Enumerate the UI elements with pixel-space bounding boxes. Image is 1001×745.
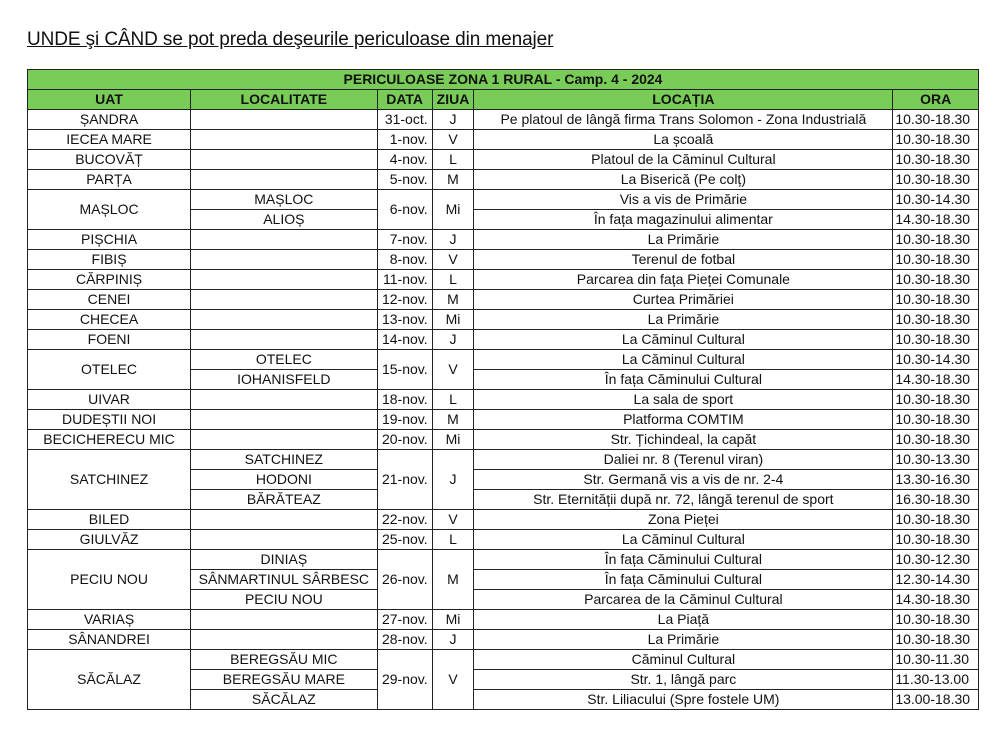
hours-cell: 10.30-18.30 — [893, 330, 979, 350]
location-cell: Str. 1, lângă parc — [474, 670, 893, 690]
table-row — [28, 110, 979, 130]
hours-cell: 10.30-18.30 — [893, 130, 979, 150]
hours-cell: 13.30-16.30 — [893, 470, 979, 490]
localitate-cell — [191, 170, 378, 190]
day-cell: J — [432, 330, 474, 350]
hours-cell: 10.30-12.30 — [893, 550, 979, 570]
localitate-cell — [191, 310, 378, 330]
uat-cell: CENEI — [28, 290, 191, 310]
localitate-cell — [191, 110, 378, 130]
day-cell: Mi — [432, 310, 474, 330]
date-cell: 31-oct. — [377, 110, 432, 130]
day-cell: M — [432, 290, 474, 310]
date-cell: 28-nov. — [377, 630, 432, 650]
uat-cell: PECIU NOU — [28, 550, 191, 610]
day-cell: V — [432, 250, 474, 270]
localitate-cell: IOHANISFELD — [191, 370, 378, 390]
uat-cell: OTELEC — [28, 350, 191, 390]
day-cell: Mi — [432, 190, 474, 230]
hours-cell: 10.30-18.30 — [893, 390, 979, 410]
localitate-cell: BEREGSĂU MARE — [191, 670, 378, 690]
date-cell: 18-nov. — [377, 390, 432, 410]
table-row — [28, 630, 979, 650]
day-cell: V — [432, 350, 474, 390]
day-cell: L — [432, 390, 474, 410]
localitate-cell — [191, 150, 378, 170]
date-cell: 27-nov. — [377, 610, 432, 630]
day-cell: M — [432, 410, 474, 430]
date-cell: 19-nov. — [377, 410, 432, 430]
hours-cell: 10.30-18.30 — [893, 230, 979, 250]
uat-cell: PIȘCHIA — [28, 230, 191, 250]
localitate-cell — [191, 530, 378, 550]
hours-cell: 14.30-18.30 — [893, 590, 979, 610]
localitate-cell — [191, 390, 378, 410]
hours-cell: 10.30-13.30 — [893, 450, 979, 470]
location-cell: Str. Eternității după nr. 72, lângă terenul de sport — [474, 490, 893, 510]
day-cell: J — [432, 230, 474, 250]
table-row — [28, 650, 979, 670]
localitate-cell — [191, 510, 378, 530]
hours-cell: 10.30-18.30 — [893, 250, 979, 270]
table-row — [28, 510, 979, 530]
date-cell: 20-nov. — [377, 430, 432, 450]
hours-cell: 14.30-18.30 — [893, 370, 979, 390]
location-cell: Str. Liliacului (Spre fostele UM) — [474, 690, 893, 710]
localitate-cell: MAȘLOC — [191, 190, 378, 210]
location-cell: Daliei nr. 8 (Terenul viran) — [474, 450, 893, 470]
header-ora: ORA — [893, 90, 979, 110]
day-cell: L — [432, 150, 474, 170]
localitate-cell — [191, 230, 378, 250]
uat-cell: BECICHERECU MIC — [28, 430, 191, 450]
hours-cell: 13.00-18.30 — [893, 690, 979, 710]
location-cell: În fața magazinului alimentar — [474, 210, 893, 230]
hours-cell: 12.30-14.30 — [893, 570, 979, 590]
localitate-cell — [191, 250, 378, 270]
hours-cell: 10.30-18.30 — [893, 110, 979, 130]
hours-cell: 10.30-18.30 — [893, 170, 979, 190]
location-cell: La Primărie — [474, 310, 893, 330]
location-cell: În fața Căminului Cultural — [474, 550, 893, 570]
day-cell: J — [432, 630, 474, 650]
hours-cell: 10.30-18.30 — [893, 610, 979, 630]
day-cell: Mi — [432, 430, 474, 450]
hours-cell: 10.30-18.30 — [893, 430, 979, 450]
table-row — [28, 230, 979, 250]
uat-cell: DUDEȘTII NOI — [28, 410, 191, 430]
page-title: UNDE şi CÂND se pot preda deşeurile periculoase din menajer — [27, 29, 554, 50]
table-banner: PERICULOASE ZONA 1 RURAL - Camp. 4 - 2024 — [28, 70, 979, 90]
location-cell: Căminul Cultural — [474, 650, 893, 670]
table-row — [28, 350, 979, 370]
table-row — [28, 270, 979, 290]
location-cell: Parcarea din fața Pieței Comunale — [474, 270, 893, 290]
hours-cell: 10.30-18.30 — [893, 630, 979, 650]
day-cell: Mi — [432, 610, 474, 630]
table-row — [28, 610, 979, 630]
date-cell: 12-nov. — [377, 290, 432, 310]
date-cell: 8-nov. — [377, 250, 432, 270]
uat-cell: CĂRPINIȘ — [28, 270, 191, 290]
localitate-cell: SÂNMARTINUL SÂRBESC — [191, 570, 378, 590]
localitate-cell: BĂRĂTEAZ — [191, 490, 378, 510]
day-cell: M — [432, 170, 474, 190]
hours-cell: 10.30-18.30 — [893, 310, 979, 330]
localitate-cell: HODONI — [191, 470, 378, 490]
location-cell: La Căminul Cultural — [474, 350, 893, 370]
table-row — [28, 430, 979, 450]
date-cell: 11-nov. — [377, 270, 432, 290]
table-row — [28, 250, 979, 270]
uat-cell: GIULVĂZ — [28, 530, 191, 550]
hours-cell: 16.30-18.30 — [893, 490, 979, 510]
hours-cell: 11.30-13.00 — [893, 670, 979, 690]
localitate-cell: DINIAȘ — [191, 550, 378, 570]
uat-cell: BILED — [28, 510, 191, 530]
day-cell: L — [432, 270, 474, 290]
uat-cell: SÂNANDREI — [28, 630, 191, 650]
location-cell: La Primărie — [474, 230, 893, 250]
localitate-cell — [191, 330, 378, 350]
location-cell: Vis a vis de Primărie — [474, 190, 893, 210]
location-cell: Platforma COMTIM — [474, 410, 893, 430]
location-cell: Parcarea de la Căminul Cultural — [474, 590, 893, 610]
date-cell: 14-nov. — [377, 330, 432, 350]
uat-cell: CHECEA — [28, 310, 191, 330]
date-cell: 29-nov. — [377, 650, 432, 710]
table-row — [28, 330, 979, 350]
localitate-cell — [191, 290, 378, 310]
localitate-cell — [191, 430, 378, 450]
table-row — [28, 190, 979, 210]
hours-cell: 10.30-18.30 — [893, 270, 979, 290]
localitate-cell — [191, 610, 378, 630]
location-cell: La Căminul Cultural — [474, 330, 893, 350]
hours-cell: 10.30-11.30 — [893, 650, 979, 670]
localitate-cell: SĂCĂLAZ — [191, 690, 378, 710]
date-cell: 5-nov. — [377, 170, 432, 190]
table-row — [28, 290, 979, 310]
localitate-cell: ALIOȘ — [191, 210, 378, 230]
location-cell: La școală — [474, 130, 893, 150]
date-cell: 6-nov. — [377, 190, 432, 230]
uat-cell: IECEA MARE — [28, 130, 191, 150]
location-cell: La Primărie — [474, 630, 893, 650]
day-cell: V — [432, 650, 474, 710]
uat-cell: MAȘLOC — [28, 190, 191, 230]
hours-cell: 10.30-18.30 — [893, 290, 979, 310]
location-cell: La Piață — [474, 610, 893, 630]
date-cell: 21-nov. — [377, 450, 432, 510]
localitate-cell: SATCHINEZ — [191, 450, 378, 470]
table-row — [28, 450, 979, 470]
uat-cell: FOENI — [28, 330, 191, 350]
day-cell: J — [432, 450, 474, 510]
uat-cell: SATCHINEZ — [28, 450, 191, 510]
schedule-table — [27, 69, 979, 710]
header-localitate: LOCALITATE — [191, 90, 378, 110]
location-cell: Pe platoul de lângă firma Trans Solomon - Zona Industrială — [474, 110, 893, 130]
location-cell: Terenul de fotbal — [474, 250, 893, 270]
header-data: DATA — [377, 90, 432, 110]
table-row — [28, 530, 979, 550]
location-cell: În fața Căminului Cultural — [474, 570, 893, 590]
table-row — [28, 410, 979, 430]
location-cell: Str. Germană vis a vis de nr. 2-4 — [474, 470, 893, 490]
date-cell: 26-nov. — [377, 550, 432, 610]
hours-cell: 14.30-18.30 — [893, 210, 979, 230]
header-ziua: ZIUA — [432, 90, 474, 110]
localitate-cell — [191, 270, 378, 290]
location-cell: Str. Țichindeal, la capăt — [474, 430, 893, 450]
uat-cell: PARȚA — [28, 170, 191, 190]
uat-cell: ȘANDRA — [28, 110, 191, 130]
uat-cell: VARIAȘ — [28, 610, 191, 630]
table-row — [28, 550, 979, 570]
date-cell: 1-nov. — [377, 130, 432, 150]
location-cell: Curtea Primăriei — [474, 290, 893, 310]
uat-cell: SĂCĂLAZ — [28, 650, 191, 710]
table-row — [28, 130, 979, 150]
location-cell: Platoul de la Căminul Cultural — [474, 150, 893, 170]
uat-cell: FIBIȘ — [28, 250, 191, 270]
table-row — [28, 390, 979, 410]
localitate-cell: PECIU NOU — [191, 590, 378, 610]
hours-cell: 10.30-18.30 — [893, 150, 979, 170]
day-cell: V — [432, 510, 474, 530]
hours-cell: 10.30-18.30 — [893, 530, 979, 550]
localitate-cell: OTELEC — [191, 350, 378, 370]
hours-cell: 10.30-14.30 — [893, 190, 979, 210]
header-locatia: LOCAȚIA — [474, 90, 893, 110]
location-cell: În fața Căminului Cultural — [474, 370, 893, 390]
localitate-cell — [191, 130, 378, 150]
day-cell: J — [432, 110, 474, 130]
day-cell: M — [432, 550, 474, 610]
localitate-cell: BEREGSĂU MIC — [191, 650, 378, 670]
location-cell: La sala de sport — [474, 390, 893, 410]
localitate-cell — [191, 630, 378, 650]
uat-cell: UIVAR — [28, 390, 191, 410]
date-cell: 4-nov. — [377, 150, 432, 170]
table-row — [28, 170, 979, 190]
location-cell: La Biserică (Pe colț) — [474, 170, 893, 190]
date-cell: 25-nov. — [377, 530, 432, 550]
localitate-cell — [191, 410, 378, 430]
location-cell: Zona Pieței — [474, 510, 893, 530]
date-cell: 7-nov. — [377, 230, 432, 250]
day-cell: L — [432, 530, 474, 550]
table-body — [28, 110, 979, 710]
date-cell: 13-nov. — [377, 310, 432, 330]
uat-cell: BUCOVĂȚ — [28, 150, 191, 170]
hours-cell: 10.30-14.30 — [893, 350, 979, 370]
day-cell: V — [432, 130, 474, 150]
header-uat: UAT — [28, 90, 191, 110]
table-row — [28, 150, 979, 170]
location-cell: La Căminul Cultural — [474, 530, 893, 550]
date-cell: 22-nov. — [377, 510, 432, 530]
table-row — [28, 310, 979, 330]
date-cell: 15-nov. — [377, 350, 432, 390]
hours-cell: 10.30-18.30 — [893, 510, 979, 530]
hours-cell: 10.30-18.30 — [893, 410, 979, 430]
